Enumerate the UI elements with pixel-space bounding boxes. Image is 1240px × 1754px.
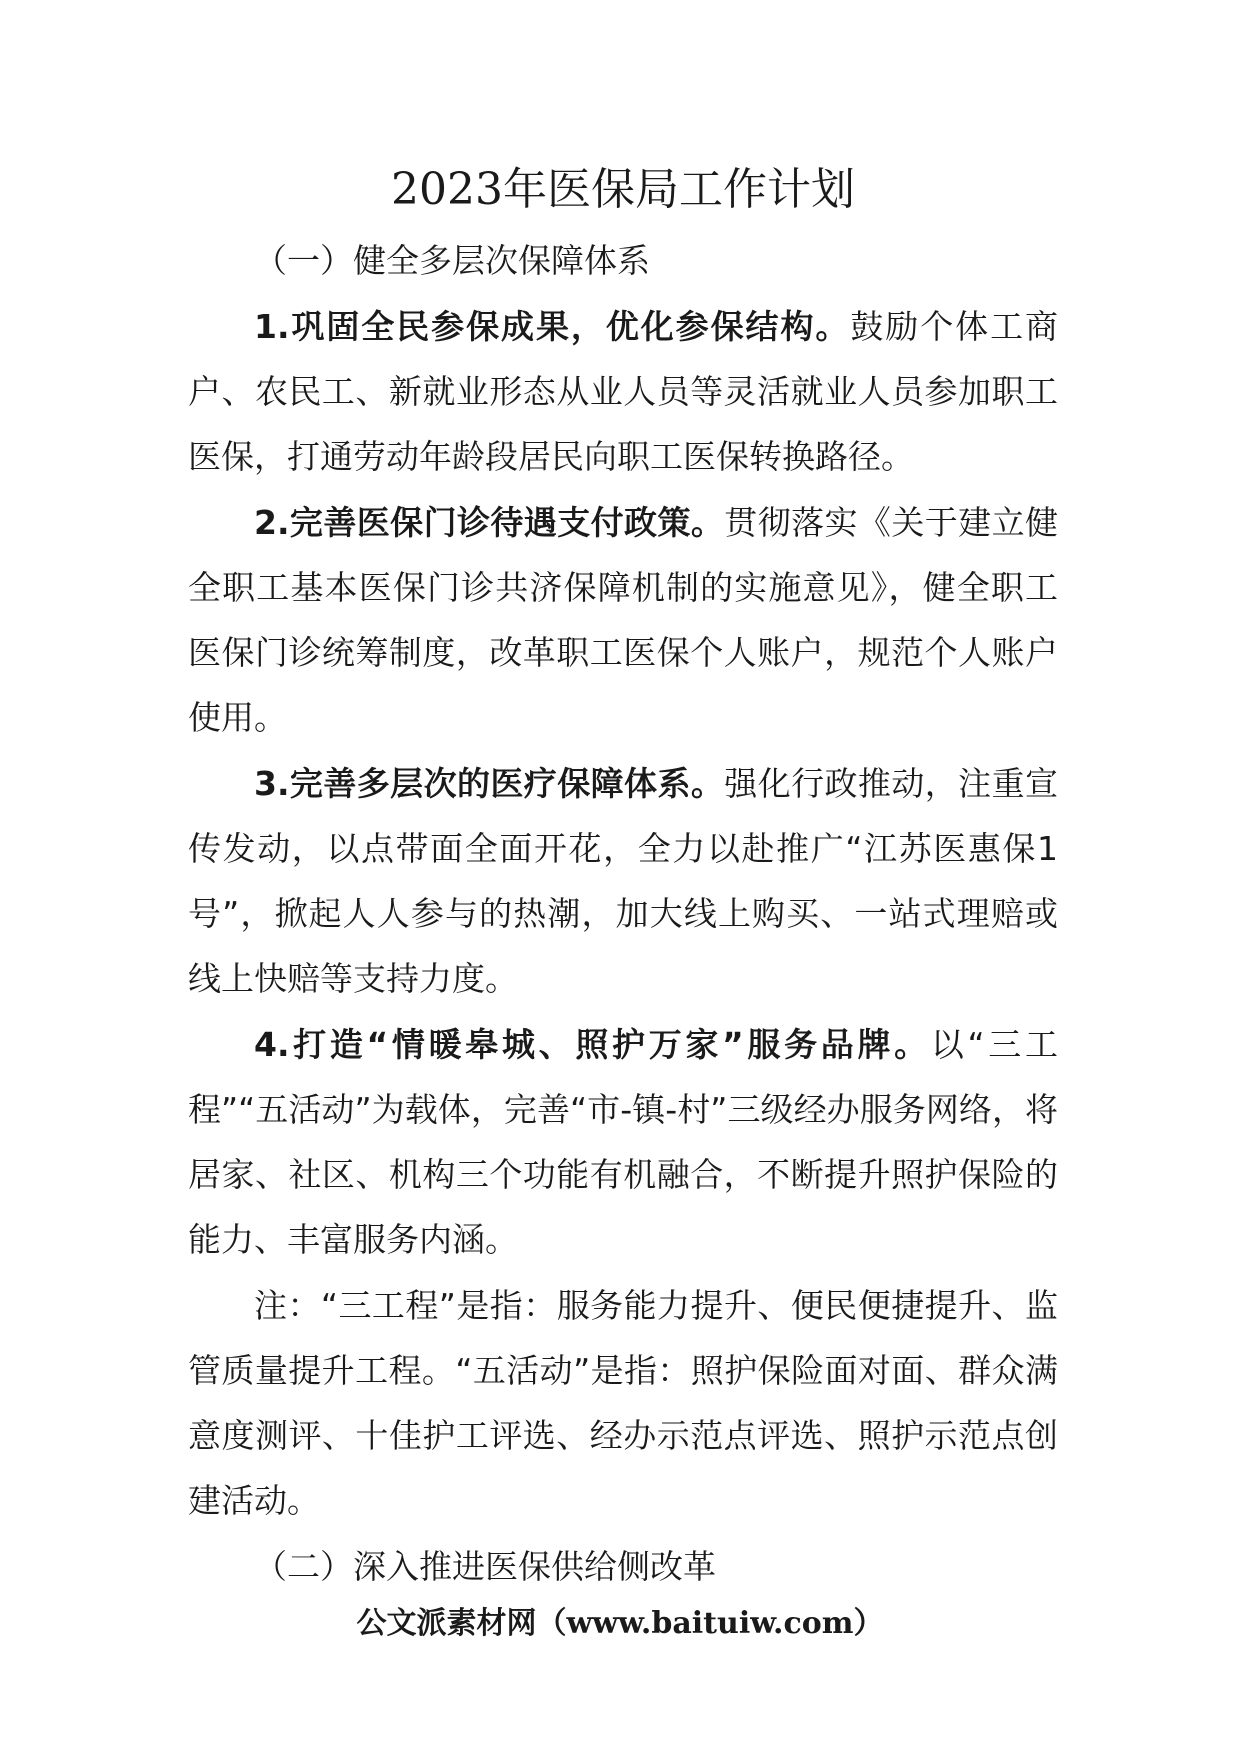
note-paragraph: 注：“三工程”是指：服务能力提升、便民便捷提升、监管质量提升工程。“五活动”是指：照护保险面对面、群众满意度测评、十佳护工评选、经办示范点评选、照护示范点创建活动。 (188, 1286, 1058, 1520)
item-body: 强化行政推动，注重宣传发动，以点带面全面开花，全力以赴推广“江苏医惠保1号”，掀起人人参与的热潮，加大线上购买、一站式理赔或线上快赔等支持力度。 (188, 764, 1058, 998)
list-item-2 (188, 490, 1058, 750)
document-body (188, 160, 1058, 1600)
item-lead: 3.完善多层次的医疗保障体系。 (254, 764, 725, 803)
section-heading-2: （二）深入推进医保供给侧改革 (254, 1547, 716, 1586)
item-body: 贯彻落实《关于建立健全职工基本医保门诊共济保障机制的实施意见》，健全职工医保门诊统筹制度，改革职工医保个人账户，规范个人账户使用。 (188, 503, 1058, 737)
list-item-4 (188, 1012, 1058, 1272)
section-heading-1: （一）健全多层次保障体系 (254, 241, 650, 280)
item-body: 鼓励个体工商户、农民工、新就业形态从业人员等灵活就业人员参加职工医保，打通劳动年龄段居民向职工医保转换路径。 (188, 307, 1059, 476)
item-lead: 4.打造“情暖皋城、照护万家”服务品牌。 (254, 1025, 931, 1064)
item-lead: 2.完善医保门诊待遇支付政策。 (254, 503, 725, 542)
item-lead: 1.巩固全民参保成果，优化参保结构。 (254, 307, 851, 346)
footer-watermark: 公文派素材网（www.baituiw.com） (356, 1606, 884, 1641)
item-body: 以“三工程”“五活动”为载体，完善“市-镇-村”三级经办服务网络，将居家、社区、机构三个功能有机融合，不断提升照护保险的能力、丰富服务内涵。 (188, 1025, 1058, 1259)
list-item-1 (188, 294, 1058, 489)
document-title: 2023年医保局工作计划 (391, 164, 855, 215)
list-item-3 (188, 751, 1058, 1011)
